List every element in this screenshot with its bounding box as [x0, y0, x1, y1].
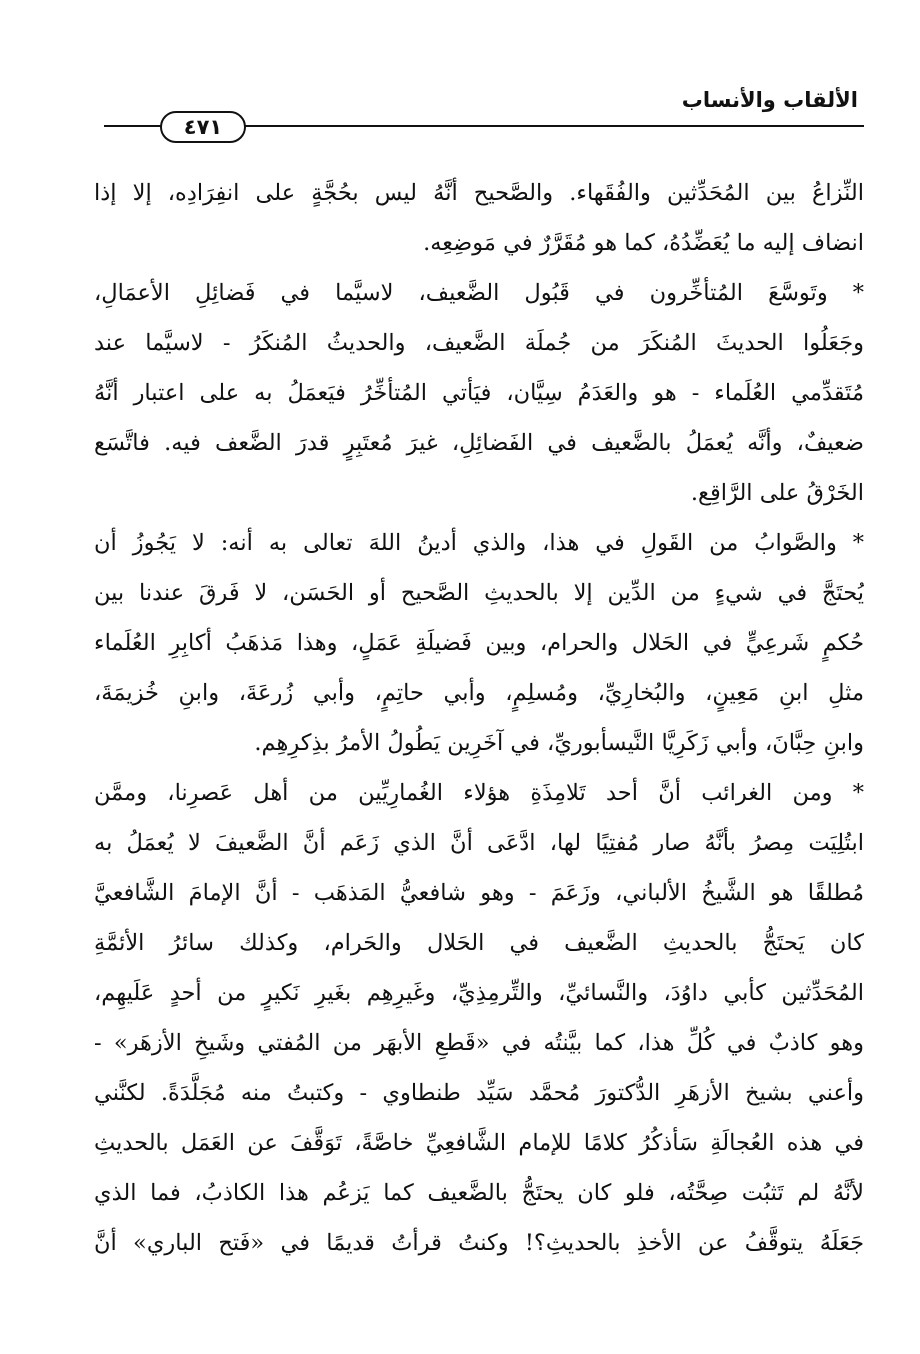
text-line: وجَعَلُوا الحديثَ المُنكَرَ من جُملَة الضَّعيف، والحديثُ المُنكَرُ - لاسيَّما عند	[94, 330, 864, 356]
paragraph	[94, 768, 864, 1268]
paragraph	[94, 518, 864, 768]
text-line: في هذه العُجالَةِ سَأذكُرُ كلامًا للإمام الشَّافعِيِّ خاصَّةً، تَوَقَّفَ عن العَمَل بالحديثِ	[94, 1130, 864, 1156]
text-line: النِّزاعُ بين المُحَدِّثين والفُقَهاء. والصَّحيح أنَّهُ ليس بحُجَّةٍ على انفِرَادِه، إلا إذا	[94, 180, 864, 206]
text-line: يُحتَجَّ في شيءٍ من الدِّين إلا بالحديثِ الصَّحيح أو الحَسَن، لا فَرقَ عندنا بين	[94, 580, 864, 606]
text-line: حُكمٍ شَرعِيٍّ في الحَلال والحرام، وبين فَضيلَةِ عَمَلٍ، وهذا مَذهَبُ أكابِرِ العُلَماء	[94, 630, 864, 656]
text-line: انضاف إليه ما يُعَضِّدُهُ، كما هو مُقَرَّرٌ في مَوضِعِه.	[423, 230, 864, 256]
paragraph	[94, 268, 864, 518]
text-line: مُطلقًا هو الشَّيخُ الألباني، وزَعَمَ - وهو شافعيُّ المَذهَب - أنَّ الإمامَ الشَّافعيَّ	[94, 880, 864, 906]
text-line: المُحَدِّثين كأبي داوُدَ، والنَّسائيِّ، والتِّرمِذِيِّ، وغَيرِهِم بغَيرِ نَكيرٍ من أحدٍ عَلَيهِم،	[94, 980, 864, 1006]
text-line: وابنِ حِبَّانَ، وأبي زَكَرِيَّا النَّيسأبوريِّ، في آخَرِين يَطُولُ الأمرُ بذِكرِهِم.	[254, 730, 864, 756]
page-number: ٤٧١	[160, 111, 246, 143]
text-line: كان يَحتَجُّ بالحديثِ الضَّعيف في الحَلال والحَرام، وكذلك سائرُ الأئمَّةِ	[94, 930, 864, 956]
text-line: وهو كاذبٌ في كُلِّ هذا، كما بيَّنتُه في «قَطعِ الأبهَر من المُفتي وشَيخِ الأزهَر» -	[94, 1030, 864, 1056]
paragraph	[94, 168, 864, 268]
text-line: مثلِ ابنِ مَعِينٍ، والبُخارِيِّ، ومُسلِمٍ، وأبي حاتِمٍ، وأبي زُرعَةَ، وابنِ خُزيمَةَ،	[94, 680, 864, 706]
text-line: * وتَوسَّعَ المُتأخِّرون في قَبُول الضَّعيف، لاسيَّما في فَضائِلِ الأعمَالِ،	[94, 280, 864, 306]
text-line: * والصَّوابُ من القَولِ في هذا، والذي أدينُ اللهَ تعالى به أنه: لا يَجُوزُ أن	[94, 530, 864, 556]
text-line: ضعيفٌ، وأنَّه يُعمَلُ بالضَّعيف في الفَضائِلِ، غيرَ مُعتَبِرٍ قدرَ الضَّعف فيه. فاتَّسَع	[94, 430, 864, 456]
body-text	[94, 168, 864, 1268]
text-line: الخَرْقُ على الرَّاقِع.	[690, 480, 864, 506]
running-title: الألقاب والأنساب	[681, 88, 858, 112]
text-line: * ومن الغرائب أنَّ أحد تَلامِذَةِ هؤلاء الغُمارِيِّين من أهل عَصرِنا، وممَّن	[94, 780, 864, 806]
text-line: مُتَقدِّمي العُلَماء - هو والعَدَمُ سِيَّان، فيَأتي المُتأخِّرُ فيَعمَلُ به على اعتبار أنَّهُ	[94, 380, 864, 406]
text-line: وأعني بشيخ الأزهَرِ الدُّكتورَ مُحمَّد سَيِّد طنطاوي - وكتبتُ منه مُجَلَّدَةً. لكنَّني	[94, 1080, 864, 1106]
text-line: لأنَّهُ لم تَثبُت صِحَّتُه، فلو كان يحتَجُّ بالضَّعيف كما يَزعُم هذا الكاذبُ، فما الذي	[94, 1180, 864, 1206]
text-line: جَعَلَهُ يتوقَّفُ عن الأخذِ بالحديثِ؟! وكنتُ قرأتُ قديمًا في «فَتح الباري» أنَّ	[94, 1230, 864, 1256]
text-line: ابتُلِيَت مِصرُ بأنَّهُ صار مُفتِيًا لها، ادَّعَى أنَّ الذي زَعَم أنَّ الضَّعيفَ لا يُعمَلُ به	[94, 830, 864, 856]
